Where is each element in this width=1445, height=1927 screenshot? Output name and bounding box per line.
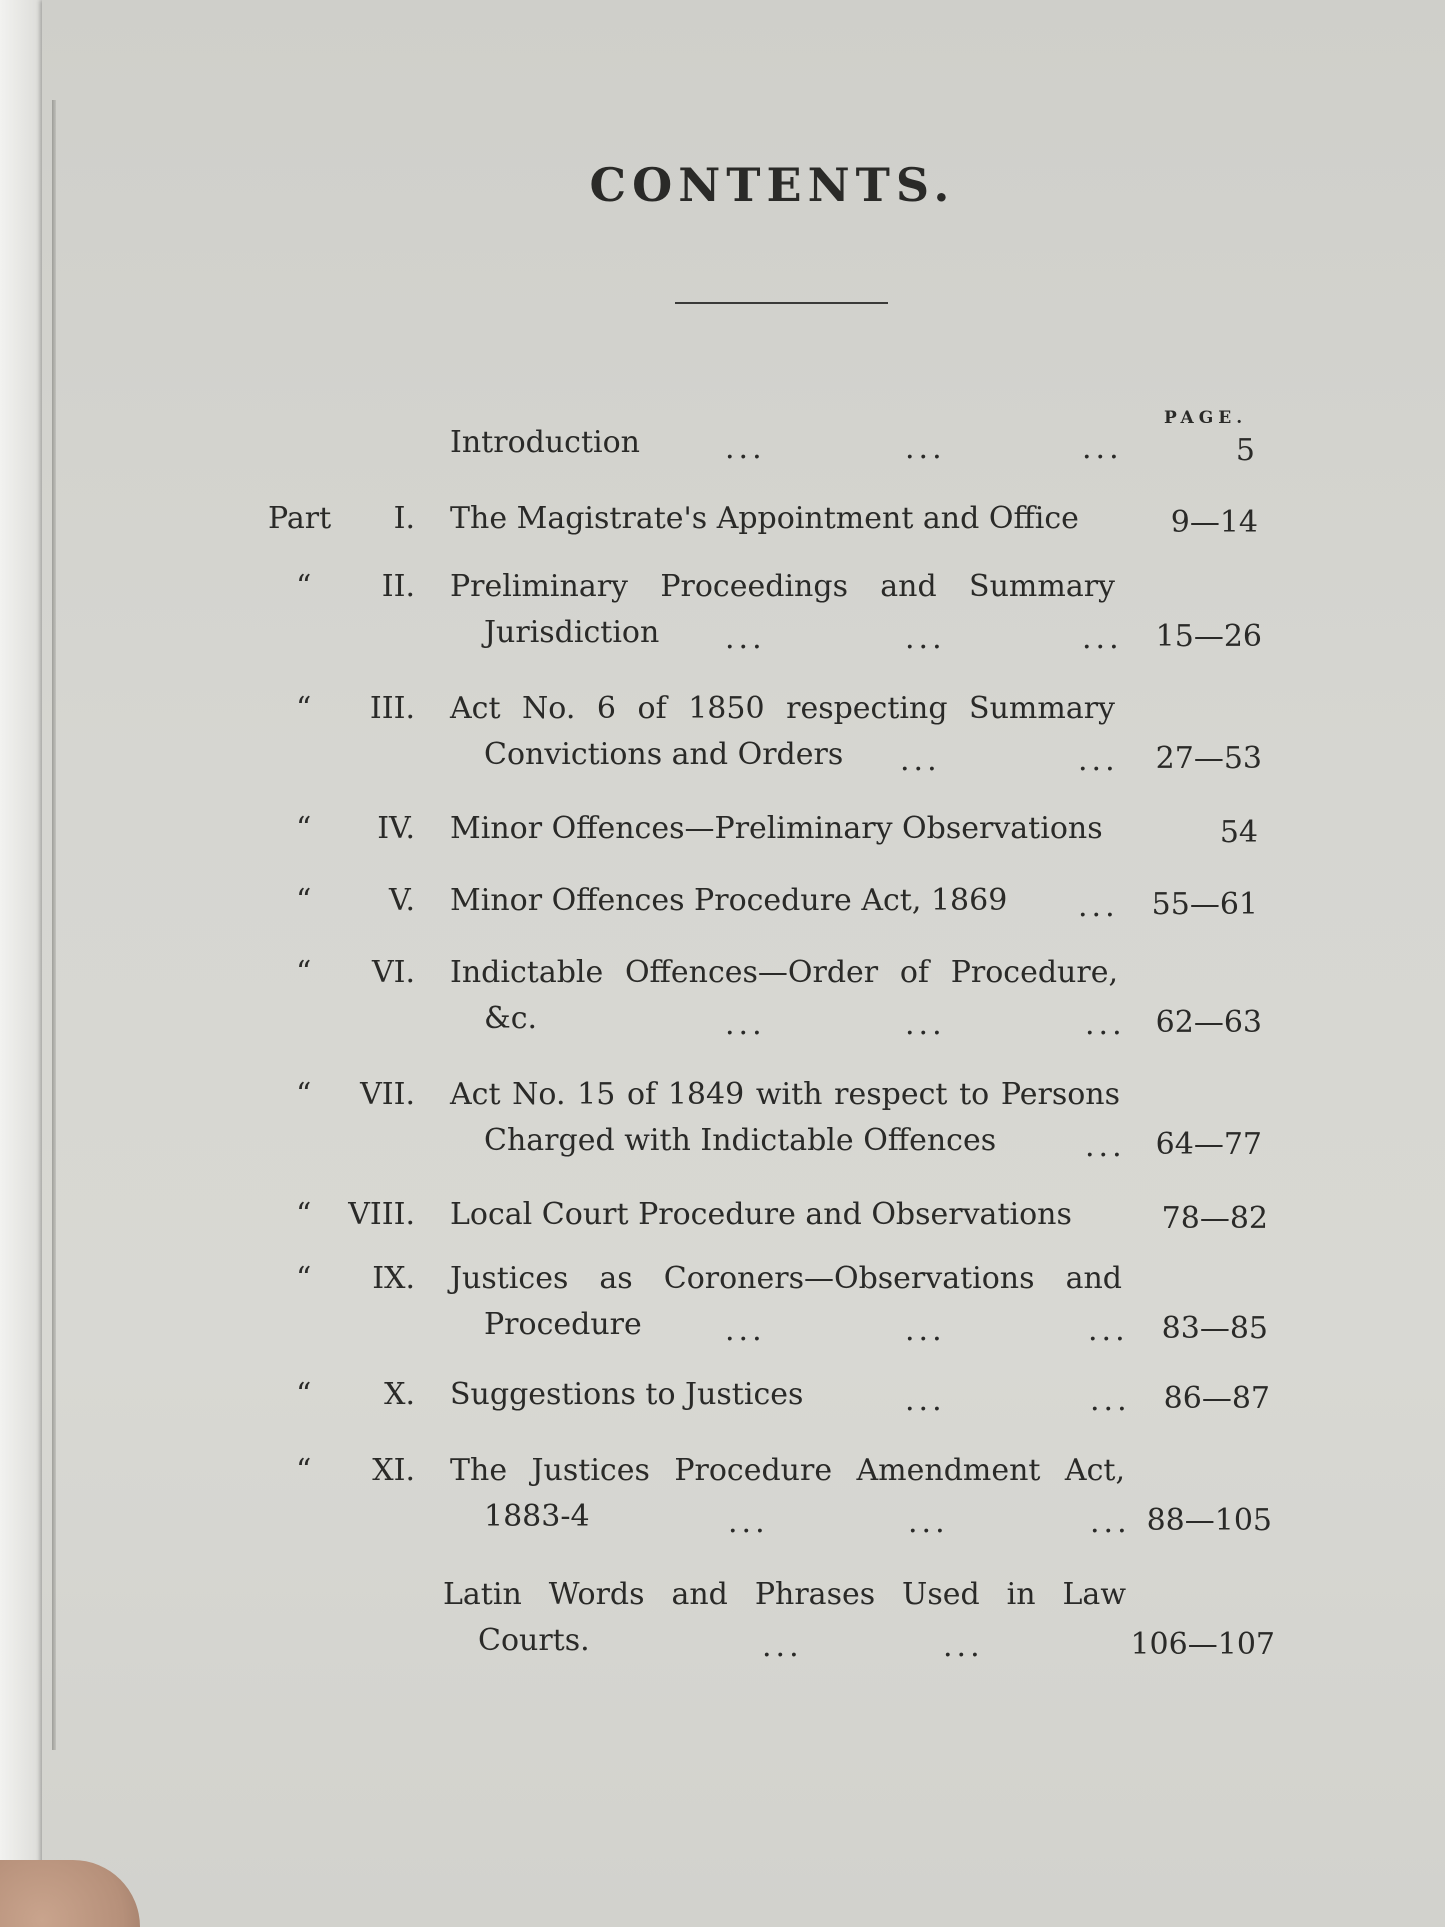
- part-numeral: II.: [381, 569, 415, 604]
- page-range: 83—85: [1161, 1311, 1268, 1346]
- page-range: 55—61: [1151, 887, 1258, 922]
- entry-title-line: Preliminary Proceedings and Summary: [450, 569, 1115, 604]
- leader-dots: ...: [905, 431, 946, 466]
- entry-title-line: Minor Offences—Preliminary Observations: [450, 811, 1103, 846]
- leader-dots: ...: [905, 1007, 946, 1042]
- page-range: 5: [1235, 433, 1255, 468]
- leader-dots: ...: [1078, 889, 1119, 924]
- ditto-mark: “: [296, 1453, 312, 1488]
- entry-title-line: &c.: [484, 1001, 538, 1036]
- ditto-mark: “: [296, 955, 312, 990]
- entry-title-line: Jurisdiction: [484, 615, 660, 650]
- page-margin: [0, 0, 42, 1927]
- entry-title-line: Justices as Coroners—Observations and: [450, 1261, 1122, 1296]
- entry-title-line: Convictions and Orders: [484, 737, 844, 772]
- entry-title-line: Courts.: [478, 1623, 590, 1658]
- part-numeral: I.: [393, 501, 415, 536]
- page-range: 27—53: [1155, 741, 1262, 776]
- ditto-mark: “: [296, 811, 312, 846]
- page-range: 106—107: [1130, 1627, 1275, 1662]
- ditto-mark: “: [296, 1377, 312, 1412]
- entry-title-line: Minor Offences Procedure Act, 1869: [450, 883, 1008, 918]
- ditto-mark: “: [296, 883, 312, 918]
- page-range: 15—26: [1155, 619, 1262, 654]
- part-numeral: III.: [369, 691, 415, 726]
- page-range: 62—63: [1155, 1005, 1262, 1040]
- part-numeral: V.: [389, 883, 415, 918]
- page-range: 9—14: [1170, 505, 1258, 540]
- leader-dots: ...: [762, 1629, 803, 1664]
- ditto-mark: “: [296, 1197, 312, 1232]
- page-title: CONTENTS.: [589, 158, 956, 212]
- entry-title-line: Procedure: [484, 1307, 642, 1342]
- page-range: 88—105: [1146, 1503, 1272, 1538]
- part-label: Part: [268, 501, 332, 536]
- part-numeral: XI.: [372, 1453, 415, 1488]
- ditto-mark: “: [296, 569, 312, 604]
- entry-title-line: Charged with Indictable Offences: [484, 1123, 997, 1158]
- leader-dots: ...: [908, 1505, 949, 1540]
- page-range: 64—77: [1155, 1127, 1262, 1162]
- leader-dots: ...: [725, 621, 766, 656]
- page-edge: [52, 100, 56, 1750]
- entry-title-line: The Magistrate's Appointment and Office: [450, 501, 1079, 536]
- part-numeral: VII.: [360, 1077, 415, 1112]
- entry-title-line: 1883-4: [484, 1499, 590, 1534]
- entry-title-line: Act No. 6 of 1850 respecting Summary: [450, 691, 1115, 726]
- leader-dots: ...: [905, 1383, 946, 1418]
- ditto-mark: “: [296, 691, 312, 726]
- entry-title-line: Suggestions to Justices: [450, 1377, 804, 1412]
- leader-dots: ...: [900, 743, 941, 778]
- leader-dots: ...: [725, 1007, 766, 1042]
- ditto-mark: “: [296, 1077, 312, 1112]
- title-rule: [675, 302, 888, 304]
- part-numeral: VI.: [371, 955, 415, 990]
- leader-dots: ...: [1090, 1505, 1131, 1540]
- leader-dots: ...: [905, 621, 946, 656]
- leader-dots: ...: [943, 1629, 984, 1664]
- entry-title-line: Latin Words and Phrases Used in Law: [443, 1577, 1126, 1612]
- ditto-mark: “: [296, 1261, 312, 1296]
- entry-title-line: Local Court Procedure and Observations: [450, 1197, 1072, 1232]
- page-column-heading: PAGE.: [1164, 408, 1248, 428]
- leader-dots: ...: [1088, 1313, 1129, 1348]
- entry-title-line: Act No. 15 of 1849 with respect to Persons: [450, 1077, 1120, 1112]
- leader-dots: ...: [905, 1313, 946, 1348]
- leader-dots: ...: [1090, 1383, 1131, 1418]
- part-numeral: IX.: [372, 1261, 415, 1296]
- leader-dots: ...: [1085, 1129, 1126, 1164]
- page-range: 86—87: [1163, 1381, 1270, 1416]
- leader-dots: ...: [725, 431, 766, 466]
- leader-dots: ...: [1082, 621, 1123, 656]
- entry-title-line: Indictable Offences—Order of Procedure,: [450, 955, 1118, 990]
- part-numeral: IV.: [377, 811, 415, 846]
- entry-title-line: The Justices Procedure Amendment Act,: [450, 1453, 1125, 1488]
- leader-dots: ...: [1085, 1007, 1126, 1042]
- part-numeral: VIII.: [348, 1197, 415, 1232]
- page-range: 54: [1219, 815, 1258, 850]
- leader-dots: ...: [1078, 743, 1119, 778]
- leader-dots: ...: [728, 1505, 769, 1540]
- entry-title-line: Introduction: [450, 425, 640, 460]
- part-numeral: X.: [384, 1377, 415, 1412]
- page-range: 78—82: [1161, 1201, 1268, 1236]
- leader-dots: ...: [725, 1313, 766, 1348]
- leader-dots: ...: [1082, 431, 1123, 466]
